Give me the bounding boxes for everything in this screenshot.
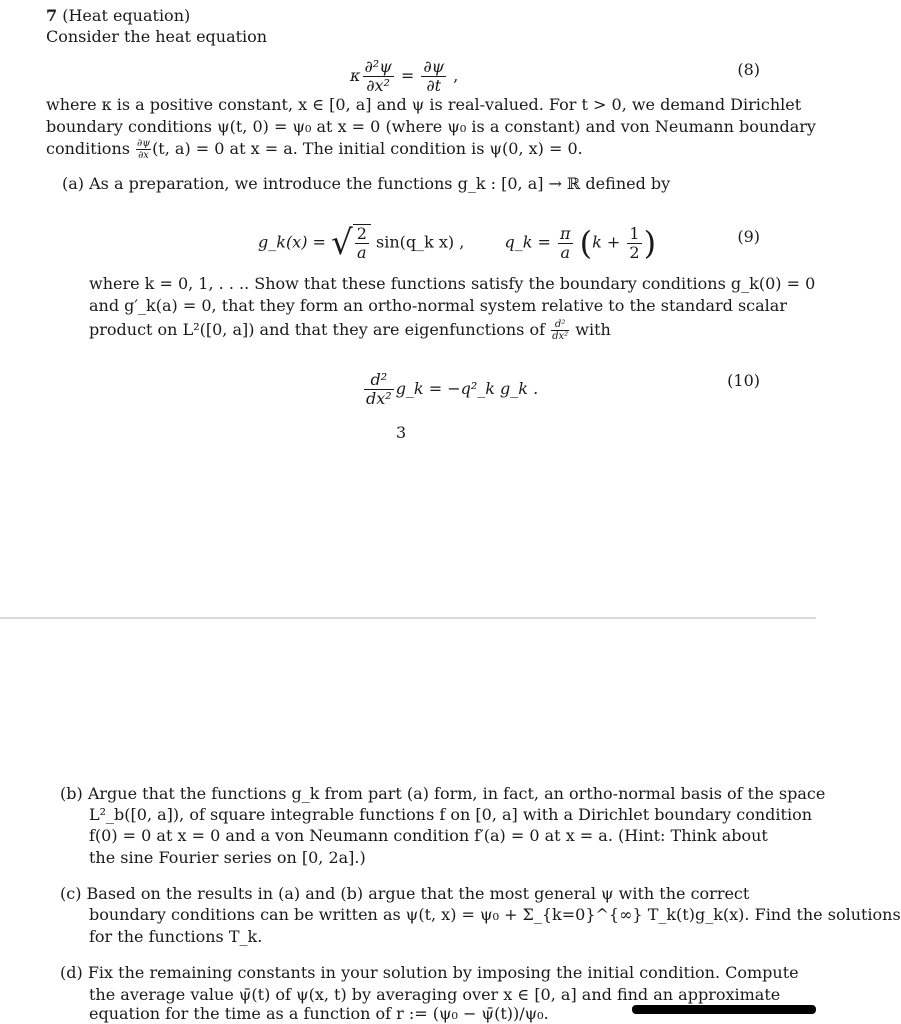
page-number: 3	[396, 423, 407, 442]
part-a-line3: product on L²([0, a]) and that they are eigenfunctions of $\frac{\text{d²}}{\text{dx²}}$ with	[89, 319, 611, 342]
para1-line2: boundary conditions ψ(t, 0) = ψ₀ at x = 0 (where ψ₀ is a constant) and von Neumann boundary	[46, 117, 816, 136]
part-b-line3: f(0) = 0 at x = 0 and a von Neumann condition f′(a) = 0 at x = a. (Hint: Think about	[89, 826, 768, 845]
part-d-label: (d)	[60, 963, 83, 982]
part-c-line2: boundary conditions can be written as ψ(t, x) = ψ₀ + Σ_{k=0}^{∞} T_k(t)g_k(x). Find the solutions	[89, 905, 901, 924]
part-d-line2: the average value ψ̄(t) of ψ(x, t) by averaging over x ∈ [0, a] and find an approximate	[89, 985, 781, 1004]
neumann-derivative-fraction: $\frac{\partial\psi}{\partial x}$	[137, 138, 151, 161]
part-b-line2: L²_b([0, a]), of square integrable functions f on [0, a] with a Dirichlet boundary condition	[89, 805, 812, 824]
equation-9: g_k(x) = √ $\frac{2}{a}$ sin(q_k x) , q_k = $\frac{\pi}{a}$ (k + $\frac{1}{2}$ )	[258, 223, 657, 263]
part-c-line3: for the functions T_k.	[89, 927, 263, 946]
part-b-line1: (b) Argue that the functions g_k from part (a) form, in fact, an ortho-normal basis of the space	[60, 784, 826, 803]
problem-heading	[46, 6, 190, 26]
part-c-label: (c)	[60, 884, 82, 903]
part-a-line2: and g′_k(a) = 0, that they form an ortho-normal system relative to the standard scalar	[89, 296, 787, 315]
part-b-line4: the sine Fourier series on [0, 2a].)	[89, 848, 366, 867]
eq8-number: (8)	[737, 60, 760, 79]
para1-line3: conditions $\frac{\partial\psi}{\partial x}$ (t, a) = 0 at x = a. The initial condition is ψ(0, x) = 0.	[46, 138, 583, 161]
sqrt-2-over-a: √ $\frac{2}{a}$	[331, 224, 371, 262]
part-d-line3: equation for the time as a function of r := (ψ₀ − ψ̄(t))/ψ₀.	[89, 1004, 549, 1023]
redaction-bar	[632, 1005, 816, 1014]
part-c-line1: (c) Based on the results in (a) and (b) argue that the most general ψ with the correct	[60, 884, 750, 903]
part-b-label: (b)	[60, 784, 83, 803]
part-a-label: (a)	[62, 174, 85, 193]
equation-8: κ $\frac{\text{∂²ψ}}{\text{∂x²}}$ = $\frac{\partial\psi}{\partial t}$ ,	[350, 57, 459, 95]
part-a-line1: where k = 0, 1, . . .. Show that these functions satisfy the boundary conditions g_k(0) = 0	[89, 274, 816, 293]
part-d-line1: (d) Fix the remaining constants in your solution by imposing the initial condition. Compute	[60, 963, 799, 982]
second-derivative-operator: $\frac{\text{d²}}{\text{dx²}}$	[552, 319, 569, 342]
eq8-rhs-fraction: $\frac{\partial\psi}{\partial t}$	[423, 57, 445, 95]
part-a-intro: (a) As a preparation, we introduce the functions g_k : [0, a] → ℝ defined by	[62, 174, 671, 193]
eq9-number: (9)	[737, 227, 760, 246]
problem-intro: Consider the heat equation	[46, 27, 268, 46]
eq10-number: (10)	[727, 371, 760, 390]
eq8-lhs-fraction: $\frac{\text{∂²ψ}}{\text{∂x²}}$	[364, 57, 392, 95]
equation-10: $\frac{\text{d²}}{\text{dx²}}$ g_k = −q²_k g_k .	[366, 370, 539, 408]
para1-line1: where κ is a positive constant, x ∈ [0, a] and ψ is real-valued. For t > 0, we demand Dirichlet	[46, 95, 802, 114]
problem-number: 7	[46, 6, 58, 25]
problem-title: (Heat equation)	[62, 6, 191, 25]
